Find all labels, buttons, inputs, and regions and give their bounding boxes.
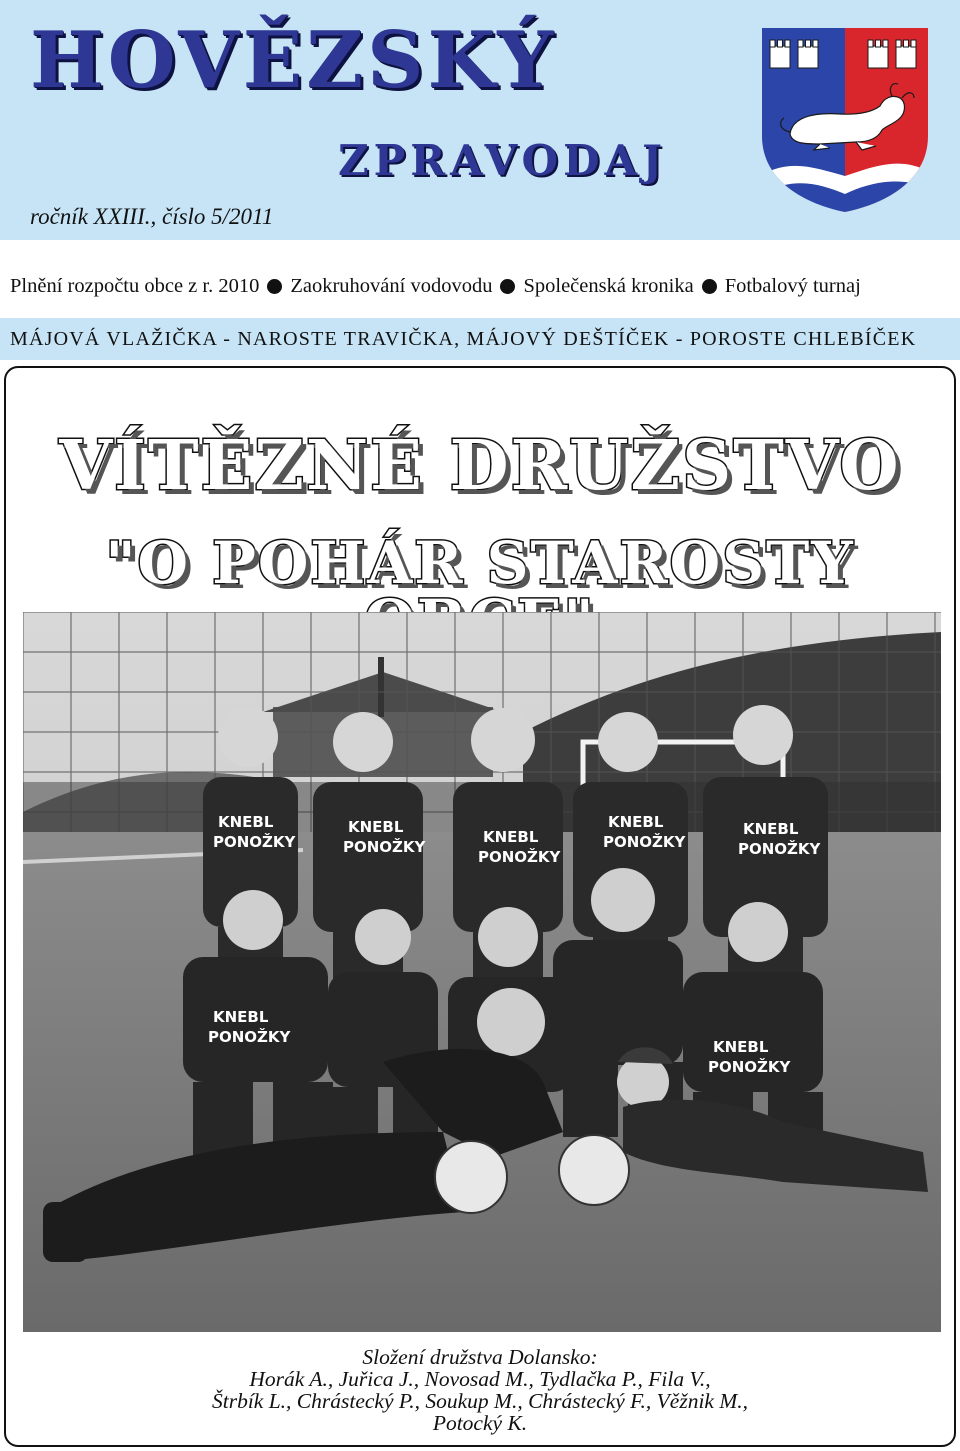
topic-item: Fotbalový turnaj — [724, 274, 861, 297]
headline-line-2: "O POHÁR STAROSTY — [105, 529, 855, 597]
bullet-icon — [500, 279, 515, 294]
jersey-sponsor: KNEBL — [348, 818, 404, 836]
issue-number: ročník XXIII., číslo 5/2011 — [30, 204, 274, 229]
cover-story — [4, 366, 956, 1447]
jersey-sponsor: KNEBL — [218, 813, 274, 831]
caption-line: Složení družstva Dolansko: — [362, 1345, 598, 1369]
topic-item: Plnění rozpočtu obce z r. 2010 — [10, 274, 260, 297]
jersey-sponsor: PONOŽKY — [213, 833, 296, 851]
headline-line-1: VÍTĚZNÉ DRUŽSTVO — [59, 426, 901, 506]
jersey-sponsor: PONOŽKY — [478, 848, 561, 866]
caption-line: Horák A., Juřica J., Novosad M., Tydlačka P., Fila V., — [249, 1367, 711, 1391]
jersey-sponsor: KNEBL — [713, 1038, 769, 1056]
topic-item: Zaokruhování vodovodu — [290, 274, 493, 297]
jersey-sponsor: PONOŽKY — [343, 838, 426, 856]
topics-strip — [0, 266, 960, 306]
masthead — [0, 0, 960, 240]
photo-caption — [6, 1346, 954, 1434]
newsletter-subtitle: ZPRAVODAJ — [338, 136, 667, 185]
team-photo — [23, 612, 941, 1332]
caption-line: Potocký K. — [432, 1411, 528, 1435]
jersey-sponsor: PONOŽKY — [738, 840, 821, 858]
jersey-sponsor: KNEBL — [213, 1008, 269, 1026]
jersey-sponsor: PONOŽKY — [208, 1028, 291, 1046]
jersey-sponsor: KNEBL — [608, 813, 664, 831]
jersey-sponsor: PONOŽKY — [603, 833, 686, 851]
caption-line: Štrbík L., Chrástecký P., Soukup M., Chrástecký F., Věžnik M., — [211, 1389, 749, 1413]
bullet-icon — [267, 279, 282, 294]
topic-item: Společenská kronika — [523, 274, 694, 297]
jersey-sponsor: PONOŽKY — [708, 1058, 791, 1076]
jersey-sponsor: KNEBL — [743, 820, 799, 838]
motto-banner: MÁJOVÁ VLAŽIČKA - NAROSTE TRAVIČKA, MÁJOVÝ DEŠTÍČEK - POROSTE CHLEBÍČEK — [0, 318, 960, 360]
bullet-icon — [702, 279, 717, 294]
coat-of-arms-icon — [760, 26, 930, 214]
jersey-sponsor: KNEBL — [483, 828, 539, 846]
newsletter-title: HOVĚZSKÝ — [30, 15, 557, 106]
